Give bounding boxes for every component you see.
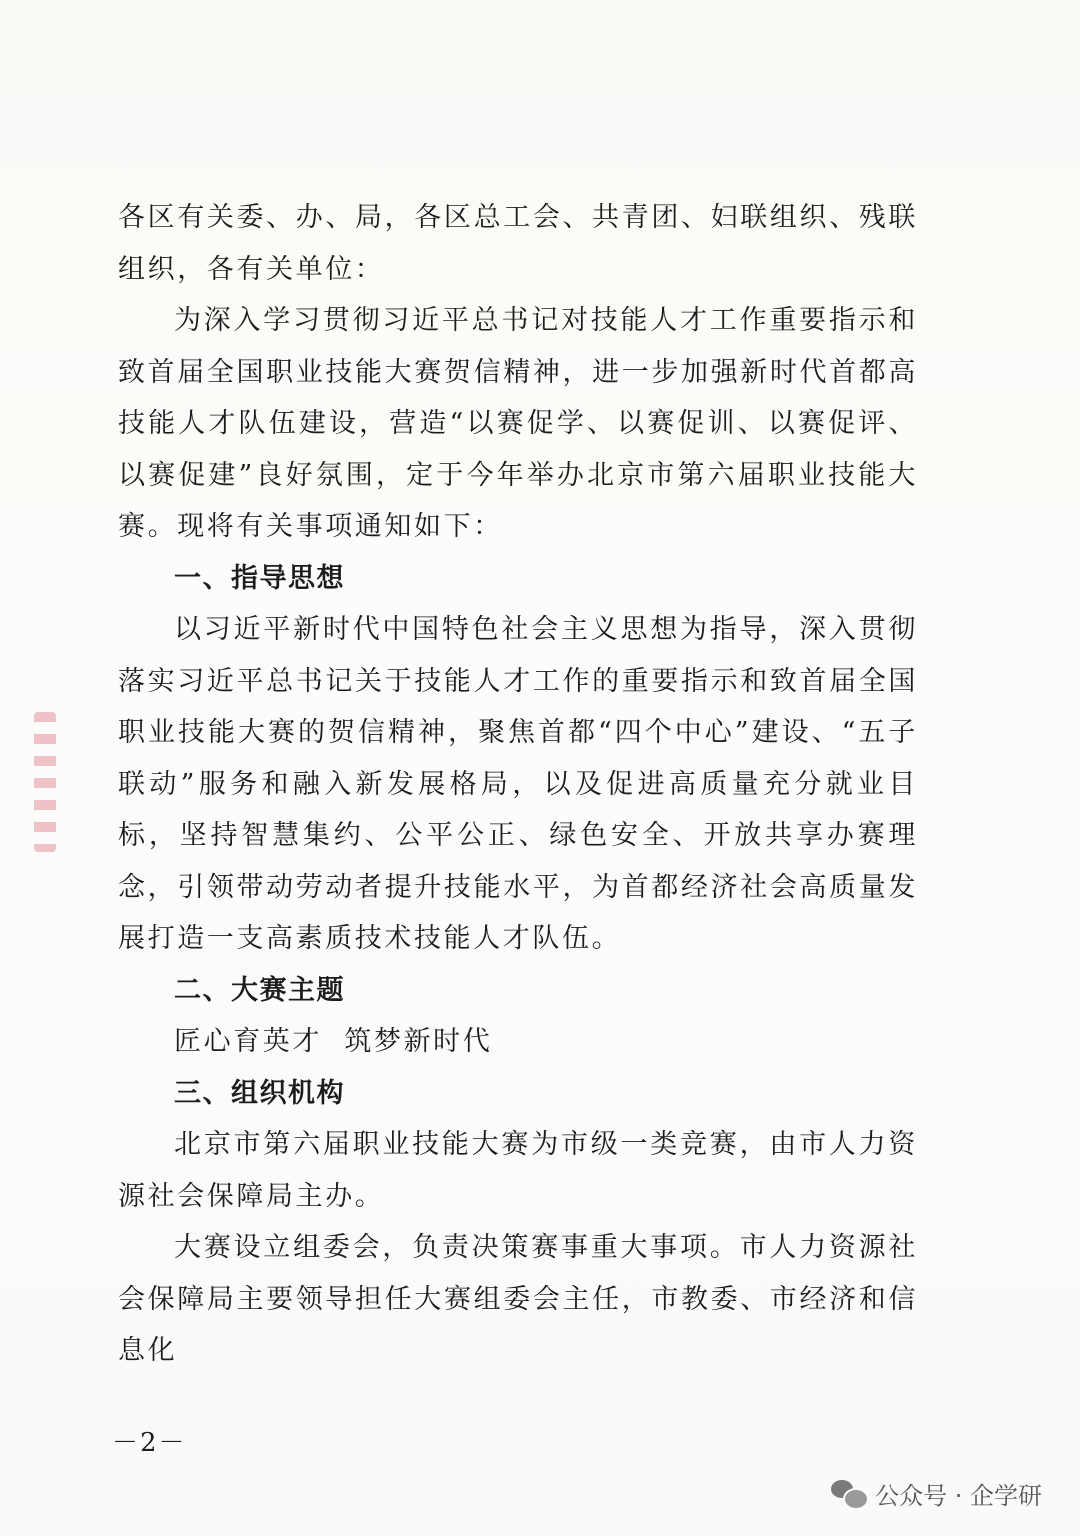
watermark — [831, 1473, 1042, 1513]
section-3-body-2: 大赛设立组委会，负责决策赛事重大事项。市人力资源社会保障局主要领导担任大赛组委会主任，市教委、市经济和信息化 — [118, 1232, 918, 1366]
document-body — [118, 192, 918, 1377]
section-2-heading: 二、大赛主题 — [174, 974, 345, 1006]
intro-paragraph: 为深入学习贯彻习近平总书记对技能人才工作重要指示和致首届全国职业技能大赛贺信精神，进一步加强新时代首都高技能人才队伍建设，营造“以赛促学、以赛促训、以赛促评、以赛促建”良好氛围，定于今年举办北京市第六届职业技能大赛。现将有关事项通知如下： — [118, 305, 918, 542]
section-1-body: 以习近平新时代中国特色社会主义思想为指导，深入贯彻落实习近平总书记关于技能人才工作的重要指示和致首届全国职业技能大赛的贺信精神，聚焦首都“四个中心”建设、“五子联动”服务和融入新发展格局，以及促进高质量充分就业目标，坚持智慧集约、公平公正、绿色安全、开放共享办赛理念，引领带动劳动者提升技能水平，为首都经济社会高质量发展打造一支高素质技术技能人才队伍。 — [118, 614, 918, 954]
salutation: 各区有关委、办、局，各区总工会、共青团、妇联组织、残联组织，各有关单位： — [118, 202, 918, 285]
page-number: －2－ — [112, 1428, 187, 1458]
section-3-heading: 三、组织机构 — [174, 1077, 345, 1109]
section-3-body-1: 北京市第六届职业技能大赛为市级一类竞赛，由市人力资源社会保障局主办。 — [118, 1129, 918, 1212]
section-2-body: 匠心育英才 筑梦新时代 — [174, 1026, 493, 1057]
seal-strip-mark — [34, 712, 56, 852]
wechat-icon — [831, 1478, 867, 1508]
section-1-heading: 一、指导思想 — [174, 562, 345, 594]
watermark-text: 公众号 · 企学研 — [875, 1481, 1042, 1510]
